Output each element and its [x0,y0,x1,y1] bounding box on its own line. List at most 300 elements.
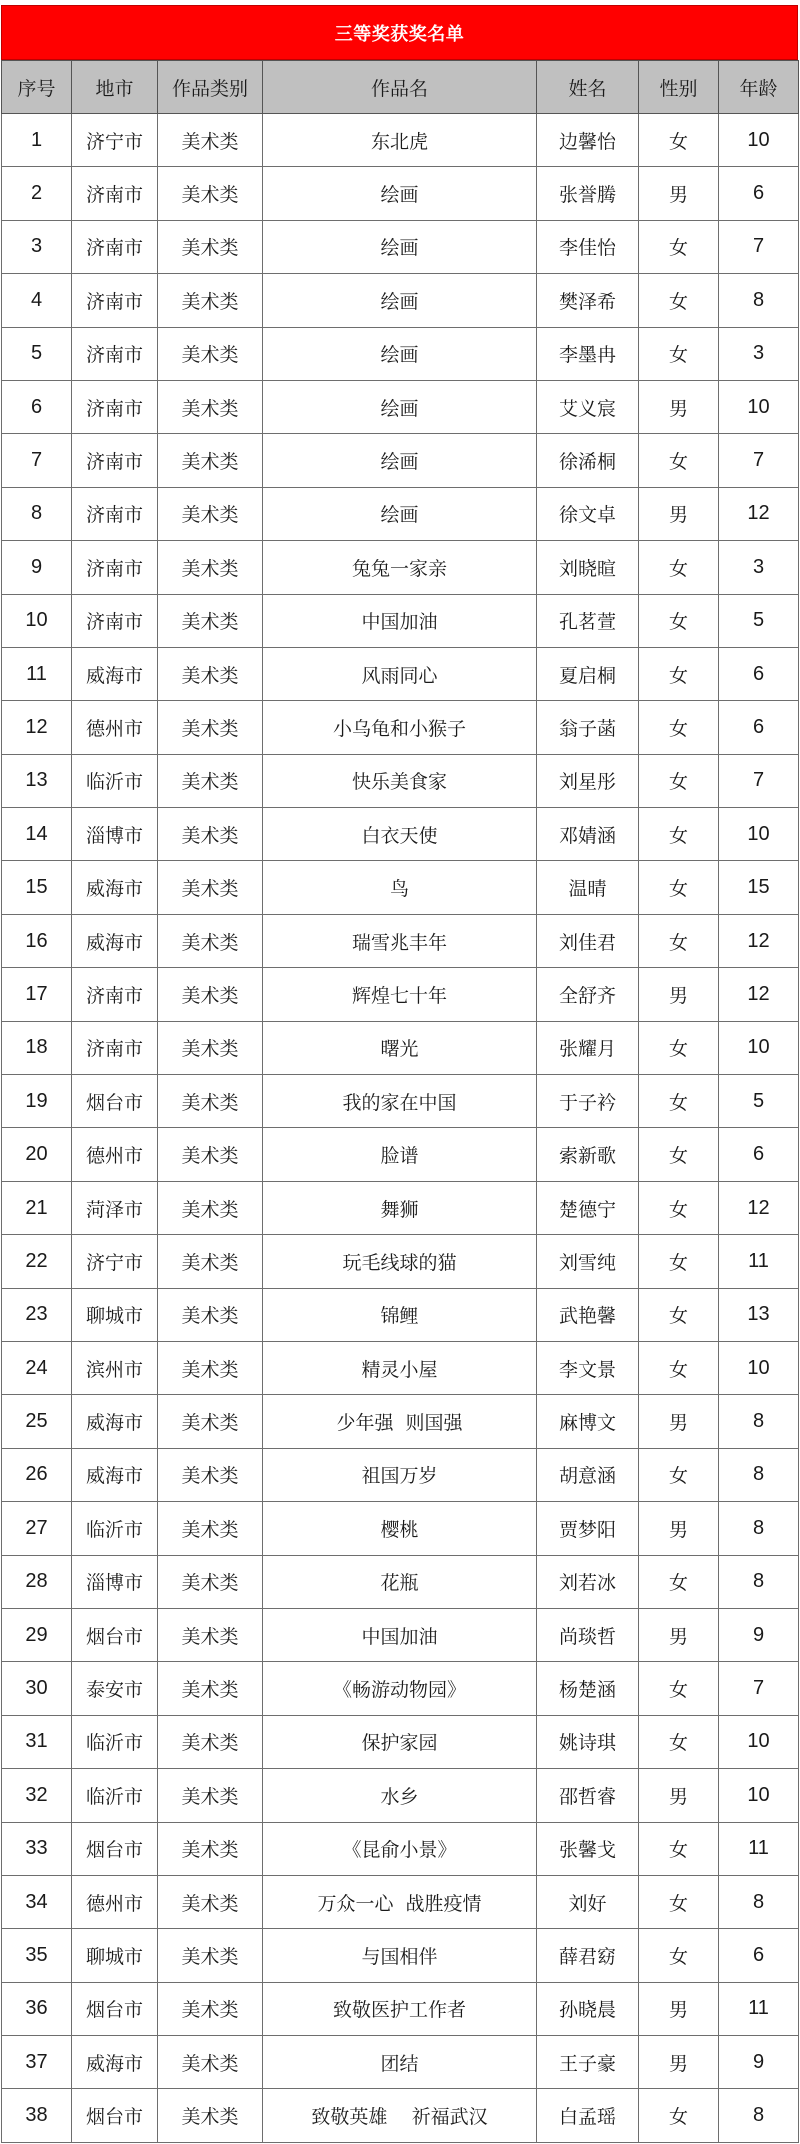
cell-name: 刘若冰 [537,1555,639,1608]
cell-city: 济南市 [72,220,158,273]
cell-gender: 男 [639,487,719,540]
cell-city: 济南市 [72,274,158,327]
cell-name: 温晴 [537,861,639,914]
cell-age: 12 [719,487,799,540]
cell-index: 20 [2,1128,72,1181]
cell-index: 23 [2,1288,72,1341]
cell-category: 美术类 [158,1555,263,1608]
cell-work-title: 脸谱 [263,1128,537,1181]
cell-age: 13 [719,1288,799,1341]
cell-name: 李佳怡 [537,220,639,273]
cell-work-title: 小乌龟和小猴子 [263,701,537,754]
cell-name: 刘佳君 [537,914,639,967]
cell-category: 美术类 [158,434,263,487]
cell-index: 31 [2,1715,72,1768]
cell-index: 30 [2,1662,72,1715]
cell-city: 威海市 [72,1395,158,1448]
cell-gender: 女 [639,1075,719,1128]
column-header-index: 序号 [2,61,72,114]
cell-category: 美术类 [158,1128,263,1181]
table-row [2,327,799,380]
award-list-title-text: 三等奖获奖名单 [334,23,465,45]
cell-age: 6 [719,701,799,754]
cell-name: 张耀月 [537,1021,639,1074]
cell-age: 8 [719,1395,799,1448]
cell-work-title: 玩毛线球的猫 [263,1235,537,1288]
cell-index: 1 [2,114,72,167]
cell-gender: 女 [639,541,719,594]
cell-age: 10 [719,1021,799,1074]
column-header-work-title: 作品名 [263,61,537,114]
table-row [2,1181,799,1234]
cell-category: 美术类 [158,861,263,914]
cell-age: 5 [719,594,799,647]
cell-index: 12 [2,701,72,754]
cell-work-title: 绘画 [263,434,537,487]
cell-index: 35 [2,1929,72,1982]
cell-category: 美术类 [158,1982,263,2035]
cell-age: 10 [719,1769,799,1822]
cell-city: 威海市 [72,647,158,700]
cell-name: 刘雪纯 [537,1235,639,1288]
cell-name: 杨楚涵 [537,1662,639,1715]
cell-city: 临沂市 [72,754,158,807]
cell-gender: 男 [639,1982,719,2035]
cell-category: 美术类 [158,2089,263,2142]
cell-name: 樊泽希 [537,274,639,327]
cell-category: 美术类 [158,1769,263,1822]
cell-city: 威海市 [72,1448,158,1501]
cell-gender: 男 [639,167,719,220]
cell-category: 美术类 [158,1235,263,1288]
cell-work-title: 精灵小屋 [263,1341,537,1394]
cell-age: 10 [719,1341,799,1394]
cell-work-title: 《畅游动物园》 [263,1662,537,1715]
cell-index: 16 [2,914,72,967]
cell-gender: 女 [639,2089,719,2142]
column-header-category: 作品类别 [158,61,263,114]
table-row [2,2089,799,2142]
cell-category: 美术类 [158,968,263,1021]
cell-city: 威海市 [72,861,158,914]
cell-city: 烟台市 [72,1075,158,1128]
cell-age: 9 [719,1608,799,1661]
cell-gender: 男 [639,1608,719,1661]
table-row [2,1128,799,1181]
cell-work-title: 我的家在中国 [263,1075,537,1128]
cell-age: 3 [719,541,799,594]
cell-gender: 女 [639,327,719,380]
cell-name: 刘好 [537,1875,639,1928]
cell-city: 济南市 [72,380,158,433]
cell-age: 9 [719,2036,799,2089]
table-row [2,114,799,167]
cell-name: 李墨冉 [537,327,639,380]
cell-name: 胡意涵 [537,1448,639,1501]
cell-index: 19 [2,1075,72,1128]
cell-age: 11 [719,1235,799,1288]
cell-gender: 女 [639,1555,719,1608]
cell-city: 济宁市 [72,114,158,167]
cell-city: 德州市 [72,1128,158,1181]
table-row [2,968,799,1021]
cell-city: 济南市 [72,327,158,380]
table-header-row [2,61,799,114]
cell-work-title: 绘画 [263,327,537,380]
cell-index: 17 [2,968,72,1021]
cell-gender: 男 [639,968,719,1021]
cell-work-title: 致敬医护工作者 [263,1982,537,2035]
cell-index: 32 [2,1769,72,1822]
cell-city: 菏泽市 [72,1181,158,1234]
table-row [2,1555,799,1608]
cell-gender: 女 [639,861,719,914]
cell-index: 2 [2,167,72,220]
cell-index: 10 [2,594,72,647]
table-row [2,2036,799,2089]
cell-gender: 男 [639,1502,719,1555]
cell-city: 济南市 [72,968,158,1021]
cell-work-title: 东北虎 [263,114,537,167]
table-row [2,1021,799,1074]
cell-category: 美术类 [158,2036,263,2089]
cell-name: 于子衿 [537,1075,639,1128]
cell-index: 37 [2,2036,72,2089]
cell-age: 7 [719,434,799,487]
cell-gender: 女 [639,1021,719,1074]
cell-index: 25 [2,1395,72,1448]
cell-age: 8 [719,1448,799,1501]
cell-category: 美术类 [158,701,263,754]
cell-name: 索新歌 [537,1128,639,1181]
table-row [2,220,799,273]
cell-city: 济南市 [72,434,158,487]
table-row [2,647,799,700]
cell-city: 济南市 [72,487,158,540]
award-list-title [1,5,798,60]
cell-city: 聊城市 [72,1929,158,1982]
cell-work-title: 曙光 [263,1021,537,1074]
cell-category: 美术类 [158,1662,263,1715]
cell-gender: 男 [639,1769,719,1822]
cell-city: 滨州市 [72,1341,158,1394]
column-header-gender: 性别 [639,61,719,114]
cell-age: 6 [719,1128,799,1181]
cell-city: 聊城市 [72,1288,158,1341]
cell-age: 10 [719,114,799,167]
cell-index: 14 [2,808,72,861]
cell-work-title: 瑞雪兆丰年 [263,914,537,967]
cell-work-title: 致敬英雄 祈福武汉 [263,2089,537,2142]
cell-category: 美术类 [158,274,263,327]
cell-city: 淄博市 [72,808,158,861]
cell-work-title: 快乐美食家 [263,754,537,807]
cell-city: 烟台市 [72,1982,158,2035]
cell-name: 尚琰哲 [537,1608,639,1661]
cell-city: 威海市 [72,2036,158,2089]
cell-age: 7 [719,754,799,807]
cell-city: 泰安市 [72,1662,158,1715]
cell-category: 美术类 [158,1181,263,1234]
cell-age: 10 [719,1715,799,1768]
cell-name: 翁子菡 [537,701,639,754]
cell-gender: 女 [639,1929,719,1982]
cell-category: 美术类 [158,1875,263,1928]
cell-index: 38 [2,2089,72,2142]
cell-index: 28 [2,1555,72,1608]
cell-name: 徐文卓 [537,487,639,540]
cell-age: 8 [719,1502,799,1555]
cell-age: 12 [719,914,799,967]
cell-gender: 女 [639,1448,719,1501]
cell-name: 楚德宁 [537,1181,639,1234]
cell-age: 10 [719,808,799,861]
cell-gender: 女 [639,220,719,273]
cell-category: 美术类 [158,594,263,647]
cell-city: 济南市 [72,541,158,594]
cell-index: 11 [2,647,72,700]
cell-name: 麻博文 [537,1395,639,1448]
cell-work-title: 中国加油 [263,594,537,647]
cell-category: 美术类 [158,914,263,967]
cell-category: 美术类 [158,1021,263,1074]
cell-age: 12 [719,1181,799,1234]
cell-name: 张馨戈 [537,1822,639,1875]
cell-gender: 女 [639,594,719,647]
cell-gender: 女 [639,1341,719,1394]
cell-work-title: 绘画 [263,487,537,540]
cell-index: 9 [2,541,72,594]
cell-work-title: 绘画 [263,380,537,433]
cell-city: 临沂市 [72,1769,158,1822]
table-row [2,1395,799,1448]
cell-index: 3 [2,220,72,273]
cell-gender: 男 [639,380,719,433]
cell-name: 边馨怡 [537,114,639,167]
cell-gender: 女 [639,647,719,700]
cell-index: 7 [2,434,72,487]
cell-city: 济南市 [72,1021,158,1074]
table-row [2,434,799,487]
cell-name: 贾梦阳 [537,1502,639,1555]
cell-index: 27 [2,1502,72,1555]
table-row [2,1875,799,1928]
cell-work-title: 兔兔一家亲 [263,541,537,594]
cell-name: 孙晓晨 [537,1982,639,2035]
table-row [2,487,799,540]
cell-work-title: 鸟 [263,861,537,914]
cell-gender: 女 [639,701,719,754]
cell-gender: 女 [639,1181,719,1234]
cell-name: 邵哲睿 [537,1769,639,1822]
cell-gender: 男 [639,2036,719,2089]
cell-gender: 女 [639,754,719,807]
table-row [2,701,799,754]
cell-age: 6 [719,647,799,700]
cell-work-title: 绘画 [263,220,537,273]
cell-city: 德州市 [72,1875,158,1928]
cell-gender: 女 [639,1715,719,1768]
table-row [2,1075,799,1128]
cell-index: 34 [2,1875,72,1928]
cell-index: 24 [2,1341,72,1394]
table-row [2,167,799,220]
cell-age: 8 [719,2089,799,2142]
cell-gender: 女 [639,114,719,167]
cell-category: 美术类 [158,487,263,540]
cell-work-title: 团结 [263,2036,537,2089]
cell-age: 6 [719,1929,799,1982]
table-row [2,914,799,967]
winners-table [1,60,799,2143]
table-row [2,1608,799,1661]
cell-work-title: 白衣天使 [263,808,537,861]
cell-gender: 女 [639,1235,719,1288]
cell-city: 威海市 [72,914,158,967]
cell-index: 18 [2,1021,72,1074]
cell-index: 21 [2,1181,72,1234]
cell-index: 4 [2,274,72,327]
cell-category: 美术类 [158,114,263,167]
cell-city: 烟台市 [72,2089,158,2142]
cell-city: 济南市 [72,594,158,647]
cell-work-title: 少年强 则国强 [263,1395,537,1448]
cell-name: 艾义宸 [537,380,639,433]
cell-category: 美术类 [158,1288,263,1341]
cell-name: 张誉腾 [537,167,639,220]
cell-category: 美术类 [158,1075,263,1128]
cell-work-title: 花瓶 [263,1555,537,1608]
cell-index: 5 [2,327,72,380]
cell-name: 刘星彤 [537,754,639,807]
table-row [2,1982,799,2035]
cell-age: 8 [719,1875,799,1928]
cell-city: 临沂市 [72,1715,158,1768]
table-row [2,1822,799,1875]
table-row [2,594,799,647]
cell-gender: 女 [639,434,719,487]
cell-work-title: 风雨同心 [263,647,537,700]
cell-age: 8 [719,1555,799,1608]
cell-work-title: 水乡 [263,1769,537,1822]
table-row [2,1715,799,1768]
award-list-sheet [1,5,798,2143]
cell-gender: 女 [639,1288,719,1341]
cell-category: 美术类 [158,647,263,700]
cell-work-title: 万众一心 战胜疫情 [263,1875,537,1928]
table-row [2,754,799,807]
cell-gender: 女 [639,1662,719,1715]
cell-index: 29 [2,1608,72,1661]
cell-age: 7 [719,220,799,273]
cell-city: 德州市 [72,701,158,754]
cell-index: 33 [2,1822,72,1875]
cell-age: 7 [719,1662,799,1715]
cell-category: 美术类 [158,1929,263,1982]
cell-gender: 男 [639,1395,719,1448]
cell-category: 美术类 [158,1822,263,1875]
cell-city: 烟台市 [72,1822,158,1875]
cell-name: 薛君窈 [537,1929,639,1982]
cell-city: 临沂市 [72,1502,158,1555]
table-row [2,1235,799,1288]
cell-gender: 女 [639,808,719,861]
cell-name: 刘晓暄 [537,541,639,594]
cell-category: 美术类 [158,327,263,380]
table-row [2,1288,799,1341]
cell-age: 8 [719,274,799,327]
cell-index: 8 [2,487,72,540]
cell-category: 美术类 [158,220,263,273]
table-row [2,1448,799,1501]
cell-work-title: 辉煌七十年 [263,968,537,1021]
cell-name: 徐浠桐 [537,434,639,487]
cell-category: 美术类 [158,167,263,220]
table-row [2,1769,799,1822]
cell-index: 6 [2,380,72,433]
cell-work-title: 舞狮 [263,1181,537,1234]
cell-index: 13 [2,754,72,807]
cell-gender: 女 [639,914,719,967]
cell-age: 11 [719,1822,799,1875]
cell-age: 15 [719,861,799,914]
cell-category: 美术类 [158,1395,263,1448]
cell-work-title: 绘画 [263,274,537,327]
cell-age: 10 [719,380,799,433]
cell-category: 美术类 [158,754,263,807]
cell-category: 美术类 [158,1502,263,1555]
cell-work-title: 祖国万岁 [263,1448,537,1501]
cell-name: 夏启桐 [537,647,639,700]
cell-category: 美术类 [158,380,263,433]
cell-work-title: 《昆俞小景》 [263,1822,537,1875]
table-row [2,380,799,433]
cell-city: 淄博市 [72,1555,158,1608]
cell-age: 3 [719,327,799,380]
cell-name: 武艳馨 [537,1288,639,1341]
cell-name: 李文景 [537,1341,639,1394]
column-header-city: 地市 [72,61,158,114]
cell-category: 美术类 [158,1608,263,1661]
column-header-name: 姓名 [537,61,639,114]
cell-age: 5 [719,1075,799,1128]
cell-gender: 女 [639,1875,719,1928]
cell-name: 全舒齐 [537,968,639,1021]
cell-name: 邓婧涵 [537,808,639,861]
cell-name: 姚诗琪 [537,1715,639,1768]
cell-gender: 女 [639,1822,719,1875]
cell-work-title: 与国相伴 [263,1929,537,1982]
cell-work-title: 樱桃 [263,1502,537,1555]
table-row [2,808,799,861]
cell-category: 美术类 [158,1715,263,1768]
cell-city: 济南市 [72,167,158,220]
cell-age: 11 [719,1982,799,2035]
table-row [2,1929,799,1982]
cell-gender: 女 [639,1128,719,1181]
table-row [2,274,799,327]
cell-work-title: 中国加油 [263,1608,537,1661]
table-row [2,1502,799,1555]
cell-work-title: 绘画 [263,167,537,220]
cell-work-title: 锦鲤 [263,1288,537,1341]
cell-name: 白孟瑶 [537,2089,639,2142]
cell-name: 孔茗萱 [537,594,639,647]
cell-gender: 女 [639,274,719,327]
cell-age: 12 [719,968,799,1021]
cell-index: 36 [2,1982,72,2035]
cell-name: 王子豪 [537,2036,639,2089]
